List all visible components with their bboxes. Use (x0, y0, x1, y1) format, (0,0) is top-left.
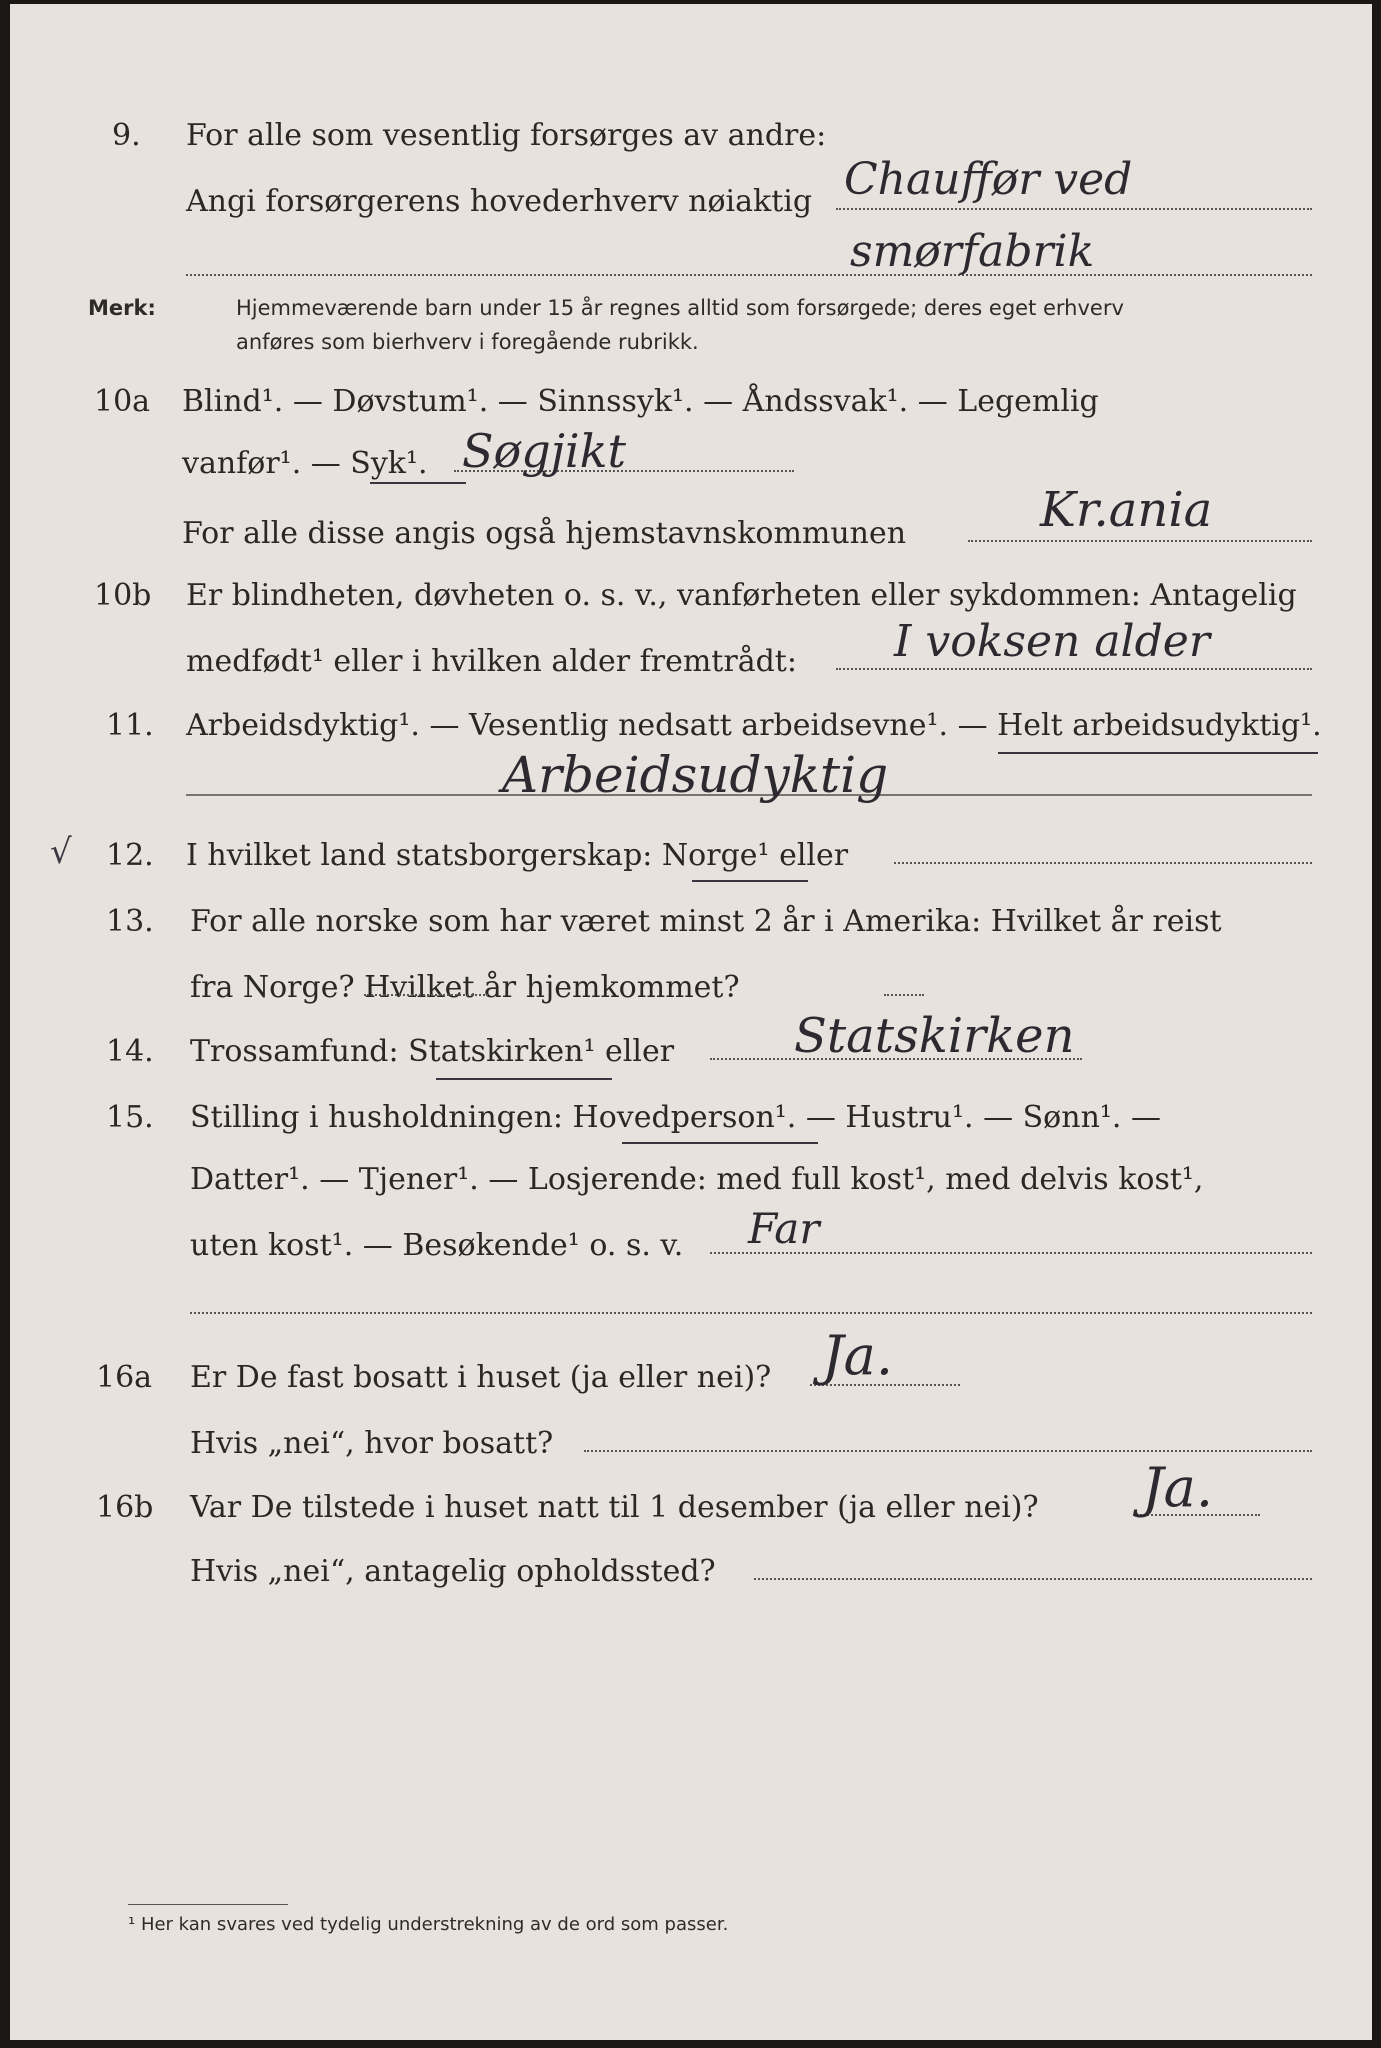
q10a-line-2: vanfør¹. — Syk¹. (182, 446, 428, 481)
q13-line-2: fra Norge? Hvilket år hjemkommet? (190, 970, 740, 1005)
q11-line-1: Arbeidsdyktig¹. — Vesentlig nedsatt arbeidsevne¹. — Helt arbeidsudyktig¹. (186, 708, 1322, 743)
check-mark-icon: √ (50, 832, 72, 872)
q13-line-1: For alle norske som har været minst 2 år i Amerika: Hvilket år reist (190, 904, 1222, 939)
item-number-16b: 16b (96, 1490, 154, 1525)
q16a-line-2: Hvis „nei“, hvor bosatt? (190, 1426, 554, 1461)
q13-departure-line (364, 994, 488, 996)
footnote: ¹ Her kan svares ved tydelig understrekning av de ord som passer. (128, 1914, 729, 1935)
item-number-11: 11. (106, 708, 154, 743)
hovedperson-underline (622, 1142, 818, 1144)
census-form-page (10, 4, 1372, 2040)
q9-handwritten-answer-2: smørfabrik (850, 226, 1095, 277)
q16b-line-1: Var De tilstede i huset natt til 1 desember (ja eller nei)? (190, 1490, 1039, 1525)
q16a-line-1: Er De fast bosatt i huset (ja eller nei)? (190, 1360, 772, 1395)
q10a-handwritten-municipality: Kr.ania (1040, 482, 1213, 538)
q11-handwritten-answer: Arbeidsudyktig (502, 746, 889, 804)
q10a-municipality-line (968, 540, 1312, 542)
item-number-14: 14. (106, 1034, 154, 1069)
q12-answer-line (894, 862, 1312, 864)
q15-line-3: uten kost¹. — Besøkende¹ o. s. v. (190, 1228, 684, 1263)
q16b-location-line (754, 1578, 1312, 1580)
q10a-handwritten-answer: Søgjikt (462, 424, 626, 478)
helt-arbeidsudyktig-underline (998, 752, 1318, 754)
norge-underline (692, 880, 808, 882)
q9-answer-line-2 (186, 274, 1312, 276)
item-number-9: 9. (112, 118, 141, 153)
footnote-divider (128, 1904, 288, 1905)
q14-handwritten-answer: Statskirken (794, 1008, 1075, 1064)
q14-line-1: Trossamfund: Statskirken¹ eller (190, 1034, 675, 1069)
q12-line-1: I hvilket land statsborgerskap: Norge¹ eller (186, 838, 849, 873)
q15-handwritten-answer: Far (748, 1204, 820, 1253)
q10b-line-1: Er blindheten, døvheten o. s. v., vanførheten eller sykdommen: Antagelig (186, 578, 1297, 613)
q16b-line-2: Hvis „nei“, antagelig opholdssted? (190, 1554, 716, 1589)
q10a-line-1: Blind¹. — Døvstum¹. — Sinnssyk¹. — Åndssvak¹. — Legemlig (182, 384, 1099, 419)
q10b-handwritten-answer: I voksen alder (894, 616, 1210, 667)
note-line-2: anføres som bierhverv i foregående rubrikk. (236, 330, 699, 354)
item-number-10b: 10b (94, 578, 152, 613)
item-number-16a: 16a (96, 1360, 153, 1395)
q16a-location-line (584, 1450, 1312, 1452)
q9-handwritten-answer-1: Chauffør ved (844, 154, 1133, 205)
note-label: Merk: (88, 296, 156, 320)
q10b-line-2: medfødt¹ eller i hvilken alder fremtrådt: (186, 644, 797, 679)
q15-answer-line-2 (190, 1312, 1312, 1314)
statskirken-underline (436, 1078, 612, 1080)
item-number-15: 15. (106, 1100, 154, 1135)
q9-answer-line-1 (836, 208, 1312, 210)
q15-line-2: Datter¹. — Tjener¹. — Losjerende: med full kost¹, med delvis kost¹, (190, 1162, 1204, 1197)
item-number-12: 12. (106, 838, 154, 873)
syk-underline (370, 482, 466, 484)
q16a-handwritten-answer: Ja. (822, 1324, 894, 1387)
note-line-1: Hjemmeværende barn under 15 år regnes alltid som forsørgede; deres eget erhverv (236, 296, 1124, 320)
item-number-13: 13. (106, 904, 154, 939)
q16b-handwritten-answer: Ja. (1142, 1456, 1214, 1519)
q9-line-1: For alle som vesentlig forsørges av andre: (186, 118, 827, 153)
item-number-10a: 10a (94, 384, 151, 419)
q10b-answer-line (836, 668, 1312, 670)
q15-line-1: Stilling i husholdningen: Hovedperson¹. — Hustru¹. — Sønn¹. — (190, 1100, 1161, 1135)
q9-line-2: Angi forsørgerens hovederhverv nøiaktig (186, 184, 813, 219)
q10a-line-3: For alle disse angis også hjemstavnskommunen (182, 516, 907, 551)
q13-return-line (884, 994, 924, 996)
